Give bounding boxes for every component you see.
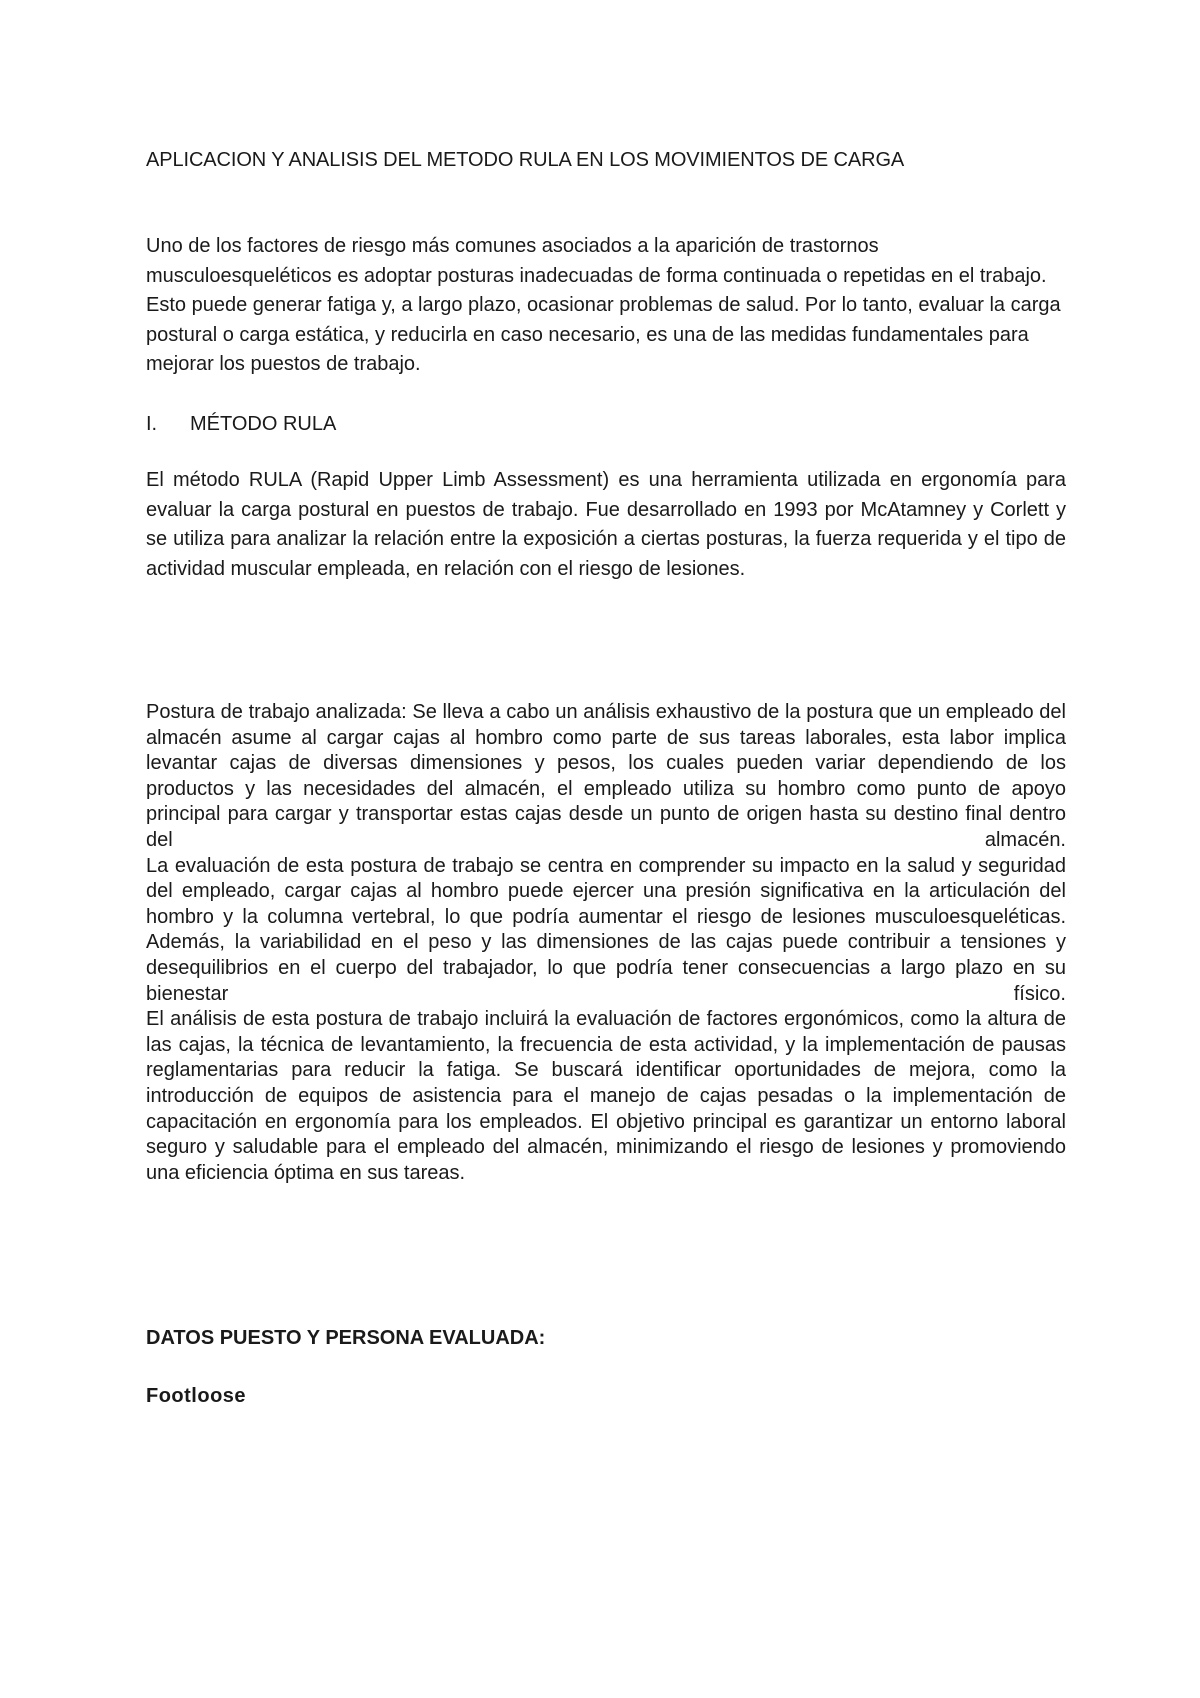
- document-title: APLICACION Y ANALISIS DEL METODO RULA EN LOS MOVIMIENTOS DE CARGA: [146, 149, 905, 171]
- posture-analysis-block: [146, 700, 1066, 1186]
- rula-description-paragraph: El método RULA (Rapid Upper Limb Assessment) es una herramienta utilizada en ergonomía para evaluar la carga postural en puestos de trabajo. Fue desarrollado en 1993 por McAtamney y Corlett y se utiliza para analizar la relación entre la exposición a ciertas posturas, la fuerza requerida y el tipo de actividad muscular empleada, en relación con el riesgo de lesiones.: [146, 469, 1066, 580]
- posture-paragraph-2: La evaluación de esta postura de trabajo se centra en comprender su impacto en la salud y seguridad del empleado, cargar cajas al hombro puede ejercer una presión significativa en la articulación del hombro y la columna vertebral, lo que podría aumentar el riesgo de lesiones musculoesqueléticas. Además, la variabilidad en el peso y las dimensiones de las cajas puede contribuir a tensiones y desequilibrios en el cuerpo del trabajador, lo que podría tener consecuencias a largo plazo en su bienestar físico.: [146, 854, 1066, 1005]
- section-heading: [146, 410, 1066, 438]
- datos-heading: DATOS PUESTO Y PERSONA EVALUADA:: [146, 1327, 546, 1349]
- section-number: I.: [146, 413, 158, 435]
- section-title: MÉTODO RULA: [190, 413, 337, 435]
- company-name: Footloose: [146, 1385, 247, 1407]
- posture-paragraph-1: Postura de trabajo analizada: Se lleva a cabo un análisis exhaustivo de la postura que un empleado del almacén asume al cargar cajas al hombro como parte de sus tareas laborales, esta labor implica levantar cajas de diversas dimensiones y pesos, los cuales pueden variar dependiendo de los productos y las necesidades del almacén, el empleado utiliza su hombro como punto de apoyo principal para cargar y transportar estas cajas desde un punto de origen hasta su destino final dentro del almacén.: [146, 701, 1066, 851]
- posture-paragraph-3: El análisis de esta postura de trabajo incluirá la evaluación de factores ergonómicos, como la altura de las cajas, la técnica de levantamiento, la frecuencia de esta actividad, y la implementación de pausas reglamentarias para reducir la fatiga. Se buscará identificar oportunidades de mejora, como la introducción de equipos de asistencia para el manejo de cajas pesadas o la implementación de capacitación en ergonomía para los empleados. El objetivo principal es garantizar un entorno laboral seguro y saludable para el empleado del almacén, minimizando el riesgo de lesiones y promoviendo una eficiencia óptima en sus tareas.: [146, 1008, 1066, 1184]
- intro-paragraph: Uno de los factores de riesgo más comunes asociados a la aparición de trastornos musculoesqueléticos es adoptar posturas inadecuadas de forma continuada o repetidas en el trabajo. Esto puede generar fatiga y, a largo plazo, ocasionar problemas de salud. Por lo tanto, evaluar la carga postural o carga estática, y reducirla en caso necesario, es una de las medidas fundamentales para mejorar los puestos de trabajo.: [146, 235, 1061, 376]
